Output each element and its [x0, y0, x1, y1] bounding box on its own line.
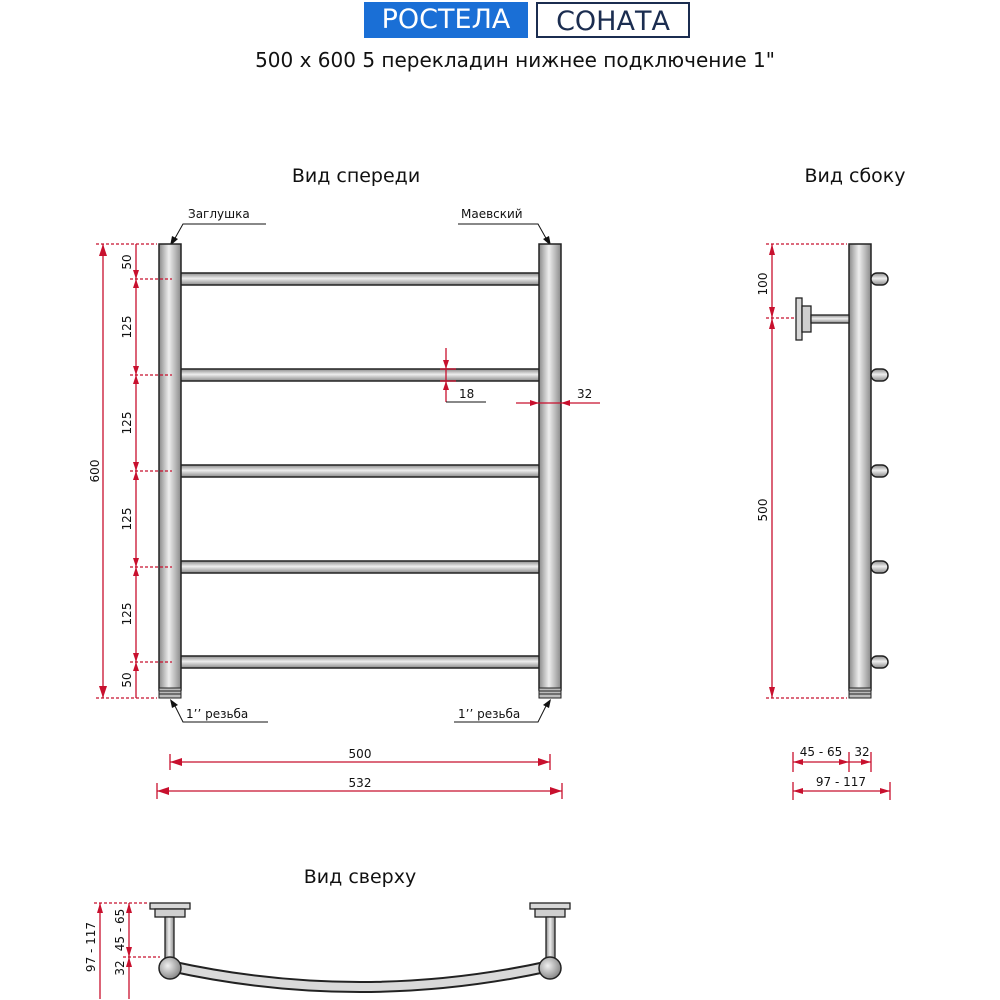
right-vertical-tube — [539, 244, 561, 698]
side-view-title: Вид сбоку — [804, 165, 906, 187]
side-dim-offset-label: 45 - 65 — [799, 745, 843, 759]
crossbar-2 — [174, 369, 544, 381]
crossbar-1 — [174, 273, 544, 285]
side-dim-top-label: 100 — [756, 272, 770, 296]
callout-plug — [170, 207, 266, 246]
dim-segment-5: 125 — [120, 602, 134, 626]
top-view-title: Вид сверху — [303, 866, 417, 888]
dim-total-width-label: 532 — [348, 776, 372, 790]
crossbar-5 — [174, 656, 544, 668]
dim-center-width — [170, 747, 550, 770]
callout-air-valve-label: Маевский — [461, 207, 523, 221]
callout-thread-left-label: 1’’ резьба — [186, 707, 249, 721]
side-view-body — [796, 244, 888, 698]
side-dim-offset-row — [793, 745, 871, 772]
callout-thread-right-label: 1’’ резьба — [458, 707, 521, 721]
side-tube — [849, 244, 871, 690]
brand-secondary-badge: СОНАТА — [536, 2, 690, 38]
front-view-title: Вид спереди — [291, 165, 421, 187]
crossbar-3 — [174, 465, 544, 477]
dim-bar-diameter-label: 18 — [459, 387, 475, 401]
dim-segment-1: 50 — [120, 254, 134, 270]
side-dim-depth — [793, 775, 890, 800]
side-dim-mount-span — [756, 318, 847, 698]
top-view-body — [150, 903, 570, 987]
wall-bracket — [796, 298, 849, 340]
product-subtitle: 500 x 600 5 перекладин нижнее подключение 1" — [255, 48, 775, 72]
side-dim-tube-label: 32 — [854, 745, 870, 759]
side-bar-end-3 — [871, 465, 888, 477]
dim-segment-6: 50 — [120, 672, 134, 688]
dim-segment-4: 125 — [120, 507, 134, 531]
top-left-tube-section — [159, 957, 181, 979]
dim-segment-3: 125 — [120, 411, 134, 435]
crossbar-4 — [174, 561, 544, 573]
dim-segment-2: 125 — [120, 315, 134, 339]
side-bar-end-4 — [871, 561, 888, 573]
side-bar-end-2 — [871, 369, 888, 381]
side-dim-depth-label: 97 - 117 — [815, 775, 867, 789]
dim-center-width-label: 500 — [348, 747, 372, 761]
top-dim-offset-label: 45 - 65 — [113, 908, 127, 952]
top-dim-offset-chain — [113, 903, 160, 999]
top-dim-depth-label: 97 - 117 — [84, 921, 98, 973]
callout-thread-left — [170, 699, 268, 722]
dim-total-height-label: 600 — [88, 459, 102, 483]
dim-total-width — [157, 776, 562, 799]
side-bar-end-1 — [871, 273, 888, 285]
callout-plug-label: Заглушка — [188, 207, 250, 221]
crossbars — [174, 273, 544, 668]
side-dim-mount-span-label: 500 — [756, 498, 770, 522]
brand-primary-badge: РОСТЕЛА — [364, 2, 528, 38]
dim-tube-diameter-label: 32 — [577, 387, 593, 401]
side-bar-end-5 — [871, 656, 888, 668]
callout-thread-right — [454, 699, 551, 722]
callout-air-valve — [458, 207, 551, 246]
top-right-tube-section — [539, 957, 561, 979]
top-dim-tube-label: 32 — [113, 960, 127, 976]
